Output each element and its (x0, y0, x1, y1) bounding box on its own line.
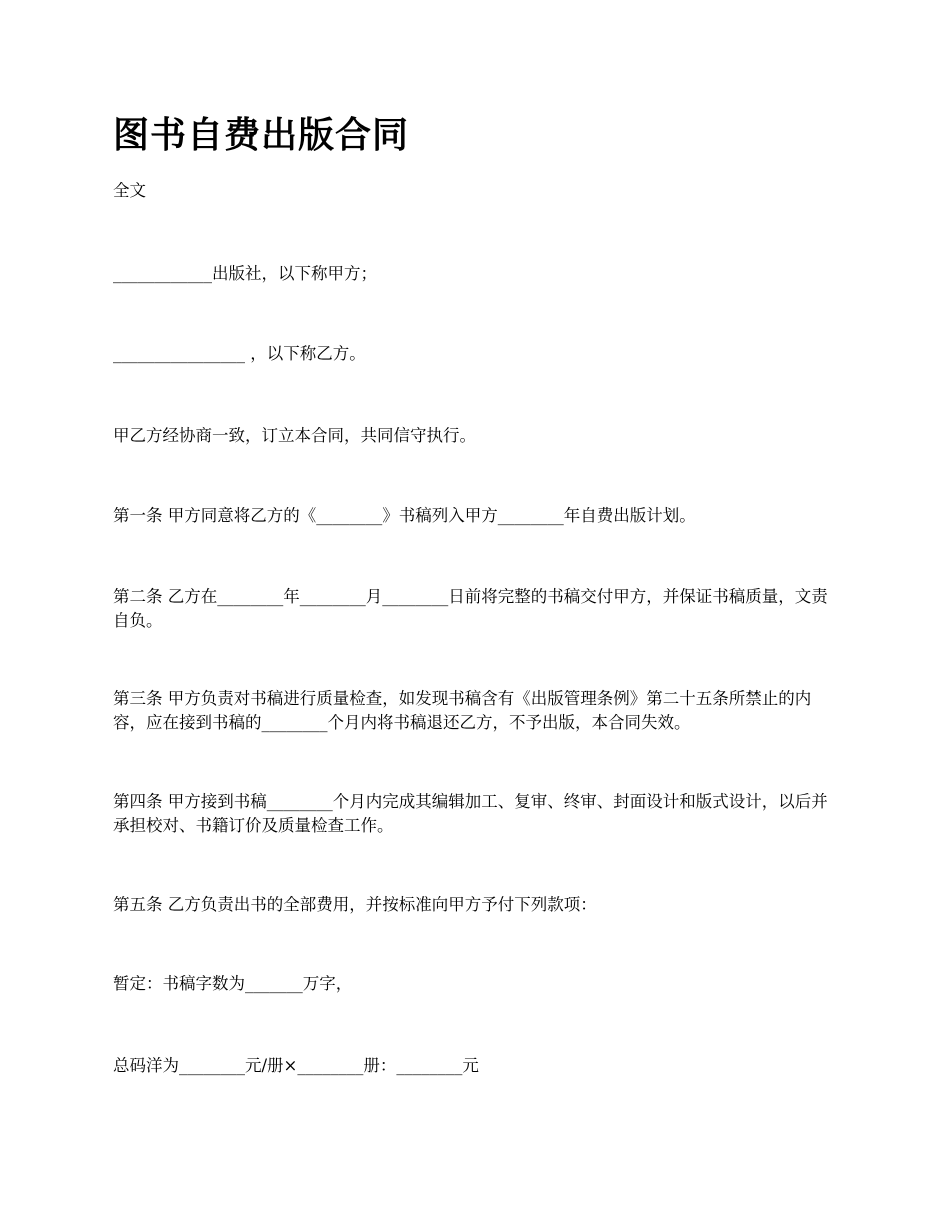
party-a-line: ____________出版社，以下称甲方； (113, 264, 377, 283)
article-2: 第二条 乙方在________年________月________日前将完整的书稿交付甲方，并保证书稿质量，文责自负。 (113, 587, 828, 630)
word-count-line: 暂定：书稿字数为_______万字， (113, 974, 353, 993)
party-b-line: ________________ ，以下称乙方。 (113, 344, 366, 363)
document-title: 图书自费出版合同 (113, 115, 410, 156)
agreement-statement: 甲乙方经协商一致，订立本合同，共同信守执行。 (113, 426, 476, 445)
article-3: 第三条 甲方负责对书稿进行质量检查，如发现书稿含有《出版管理条例》第二十五条所禁止的内容，应在接到书稿的________个月内将书稿退还乙方，不予出版，本合同失效。 (113, 689, 812, 732)
article-5: 第五条 乙方负责出书的全部费用，并按标准向甲方予付下列款项： (113, 895, 597, 914)
article-4: 第四条 甲方接到书稿________个月内完成其编辑加工、复审、终审、封面设计和版式设计，以后并承担校对、书籍订价及质量检查工作。 (113, 792, 828, 835)
total-price-line: 总码洋为________元/册×________册：________元 (113, 1056, 479, 1075)
subtitle-full-text: 全文 (113, 181, 146, 200)
article-1: 第一条 甲方同意将乙方的《________》书稿列入甲方________年自费出版计划。 (113, 506, 696, 525)
